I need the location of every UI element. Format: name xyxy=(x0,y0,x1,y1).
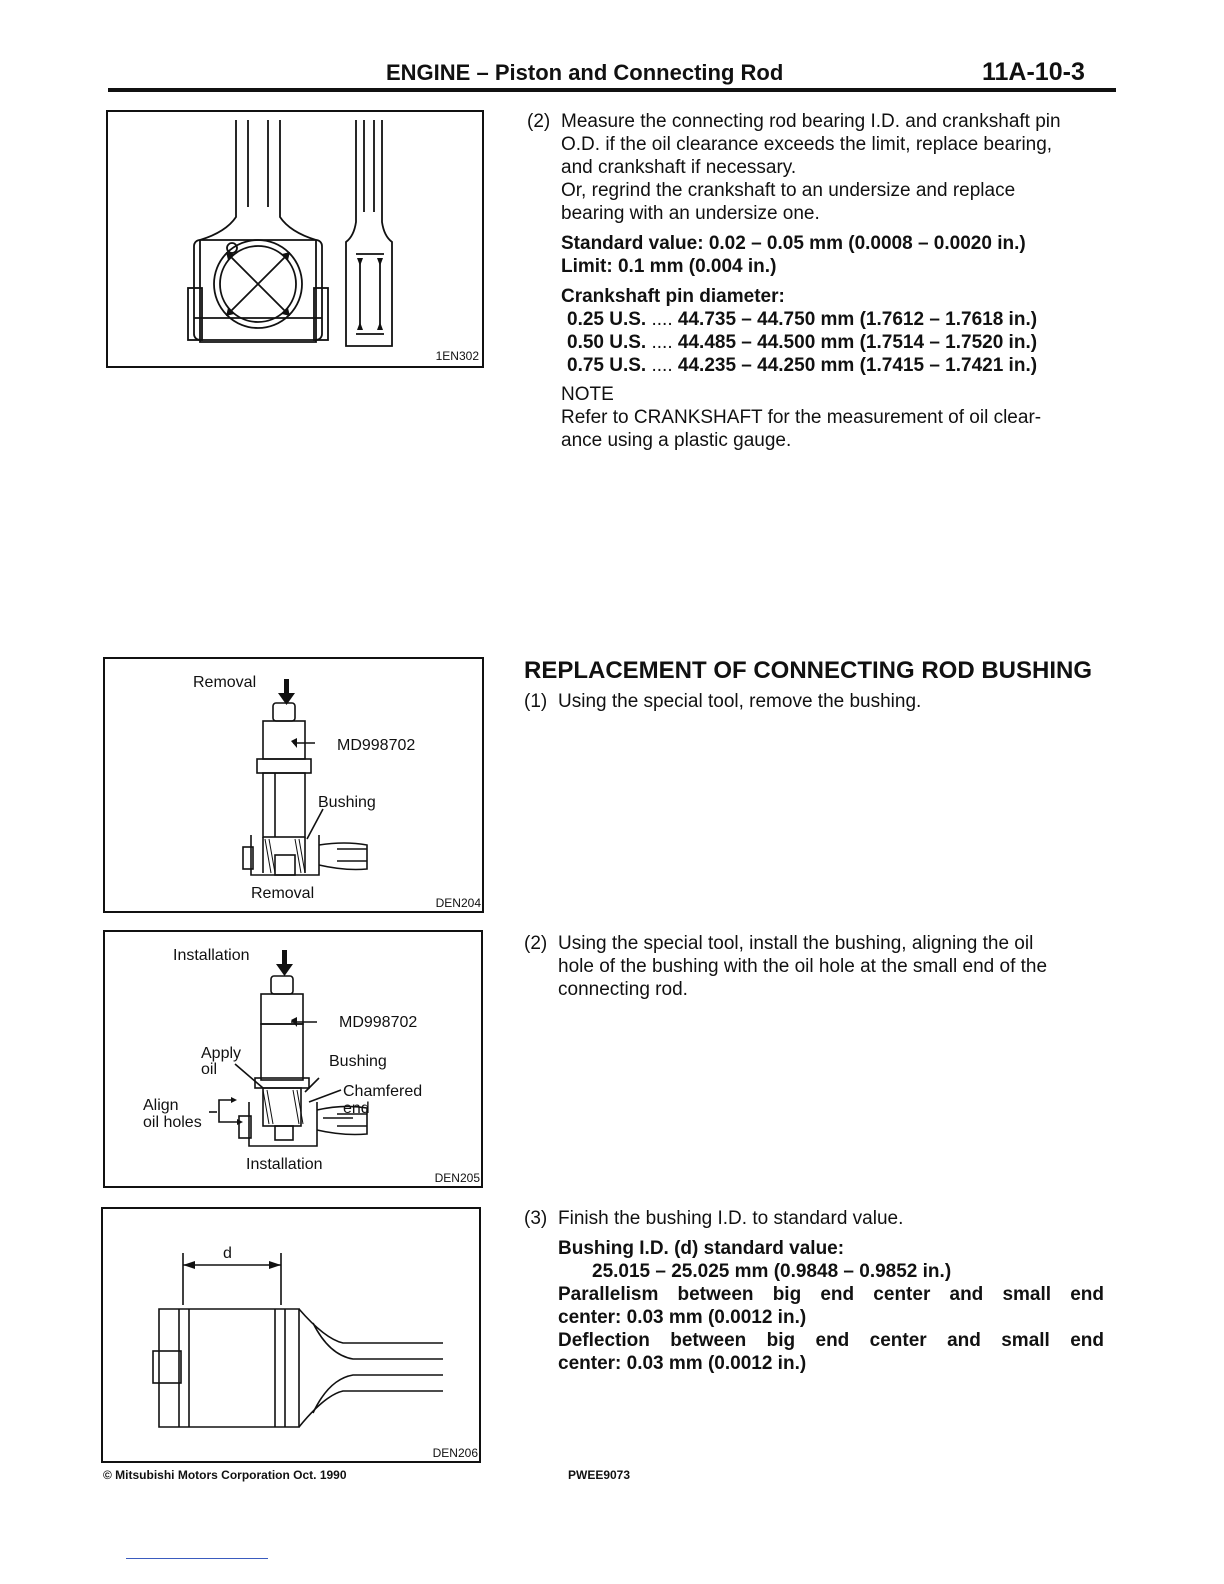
step-number: (2) xyxy=(524,933,548,954)
text-line: O.D. if the oil clearance exceeds the limit, replace bearing, xyxy=(561,134,1053,155)
bushing-id-value: 25.015 – 25.025 mm (0.9848 – 0.9852 in.) xyxy=(592,1261,952,1282)
header-subsection-title: Piston and Connecting Rod xyxy=(494,60,784,85)
header-dash: – xyxy=(476,60,489,85)
crank-pin-title: Crankshaft pin diameter: xyxy=(561,286,785,307)
parallelism-value: center: 0.03 mm (0.0012 in.) xyxy=(558,1307,807,1328)
step-number: (1) xyxy=(524,691,548,712)
bushing-id-title: Bushing I.D. (d) standard value: xyxy=(558,1238,845,1259)
leader-dots: .... xyxy=(651,332,673,353)
undersize-value: 44.485 – 44.500 mm (1.7514 – 1.7520 in.) xyxy=(677,332,1038,353)
text-line: bearing with an undersize one. xyxy=(561,203,820,224)
footer-doc-code: PWEE9073 xyxy=(568,1468,631,1482)
footer-copyright: © Mitsubishi Motors Corporation Oct. 1990 xyxy=(103,1468,347,1482)
label-tool-number: MD998702 xyxy=(337,737,416,754)
text-line: and crankshaft if necessary. xyxy=(561,157,797,178)
section-heading: REPLACEMENT OF CONNECTING ROD BUSHING xyxy=(524,657,1093,684)
parallelism-spec: Parallelism between big end center and small end xyxy=(558,1284,1104,1305)
bushing-id-drawing xyxy=(103,1209,479,1461)
undersize-value: 44.735 – 44.750 mm (1.7612 – 1.7618 in.) xyxy=(677,309,1038,330)
text-line: hole of the bushing with the oil hole at the small end of the xyxy=(558,956,1048,977)
figure-code: DEN206 xyxy=(432,1446,478,1460)
undersize-value: 44.235 – 44.250 mm (1.7415 – 1.7421 in.) xyxy=(677,355,1038,376)
step-body xyxy=(558,932,1106,1001)
figure-bushing-removal xyxy=(103,657,484,913)
label-oil-holes: oil holes xyxy=(143,1114,202,1131)
step-number: (3) xyxy=(524,1208,548,1229)
label-end: end xyxy=(343,1100,370,1117)
note-line: ance using a plastic gauge. xyxy=(561,430,792,451)
figure-code: DEN205 xyxy=(434,1171,480,1185)
leader-dots: .... xyxy=(651,355,673,376)
label-apply: Apply xyxy=(201,1045,242,1062)
page-number: 11A-10-3 xyxy=(982,58,1085,86)
text-line: Measure the connecting rod bearing I.D. and crankshaft pin xyxy=(561,111,1061,132)
rod-measurement-drawing xyxy=(108,112,482,366)
header-section-title: ENGINE xyxy=(386,60,471,85)
crank-pin-row xyxy=(567,308,1107,331)
label-installation-bottom: Installation xyxy=(246,1156,323,1173)
note-line: Refer to CRANKSHAFT for the measurement of oil clear- xyxy=(561,407,1042,428)
text-line: connecting rod. xyxy=(558,979,688,1000)
note-title: NOTE xyxy=(561,384,614,405)
label-installation-top: Installation xyxy=(173,947,250,964)
step-text: Using the special tool, remove the bushing. xyxy=(558,691,922,712)
leader-dots: .... xyxy=(651,309,673,330)
step-body xyxy=(561,110,1107,452)
text-line: Using the special tool, install the bushing, aligning the oil xyxy=(558,933,1034,954)
deflection-spec: Deflection between big end center and small end xyxy=(558,1330,1104,1351)
crank-pin-row xyxy=(567,331,1107,354)
header-rule xyxy=(108,88,1116,92)
text-line: Or, regrind the crankshaft to an undersize and replace xyxy=(561,180,1016,201)
label-bushing: Bushing xyxy=(329,1053,387,1070)
crank-pin-table xyxy=(561,308,1107,377)
label-oil: oil xyxy=(201,1061,218,1078)
label-chamfered: Chamfered xyxy=(343,1083,423,1100)
step-text: Finish the bushing I.D. to standard value. xyxy=(558,1208,904,1229)
label-bushing: Bushing xyxy=(318,794,376,811)
label-removal-bottom: Removal xyxy=(251,885,315,902)
label-align: Align xyxy=(143,1097,179,1114)
figure-code: 1EN302 xyxy=(435,349,479,363)
figure-rod-measurement xyxy=(106,110,484,368)
step-number: (2) xyxy=(527,111,551,132)
undersize-label: 0.50 U.S. xyxy=(567,332,647,353)
label-d: d xyxy=(223,1245,232,1262)
undersize-label: 0.75 U.S. xyxy=(567,355,647,376)
crank-pin-row xyxy=(567,354,1107,377)
header-section xyxy=(386,60,783,86)
standard-value: Standard value: 0.02 – 0.05 mm (0.0008 – 0.0020 in.) xyxy=(561,233,1026,254)
step-body xyxy=(558,1207,1104,1375)
bushing-installation-drawing xyxy=(105,932,481,1186)
undersize-label: 0.25 U.S. xyxy=(567,309,647,330)
label-removal-top: Removal xyxy=(193,674,257,691)
figure-bushing-installation xyxy=(103,930,483,1188)
figure-code: DEN204 xyxy=(435,896,481,910)
figure-bushing-id xyxy=(101,1207,481,1463)
label-tool-number: MD998702 xyxy=(339,1014,418,1031)
bottom-underline xyxy=(126,1558,268,1559)
limit-value: Limit: 0.1 mm (0.004 in.) xyxy=(561,256,777,277)
deflection-value: center: 0.03 mm (0.0012 in.) xyxy=(558,1353,807,1374)
bushing-removal-drawing xyxy=(105,659,482,911)
